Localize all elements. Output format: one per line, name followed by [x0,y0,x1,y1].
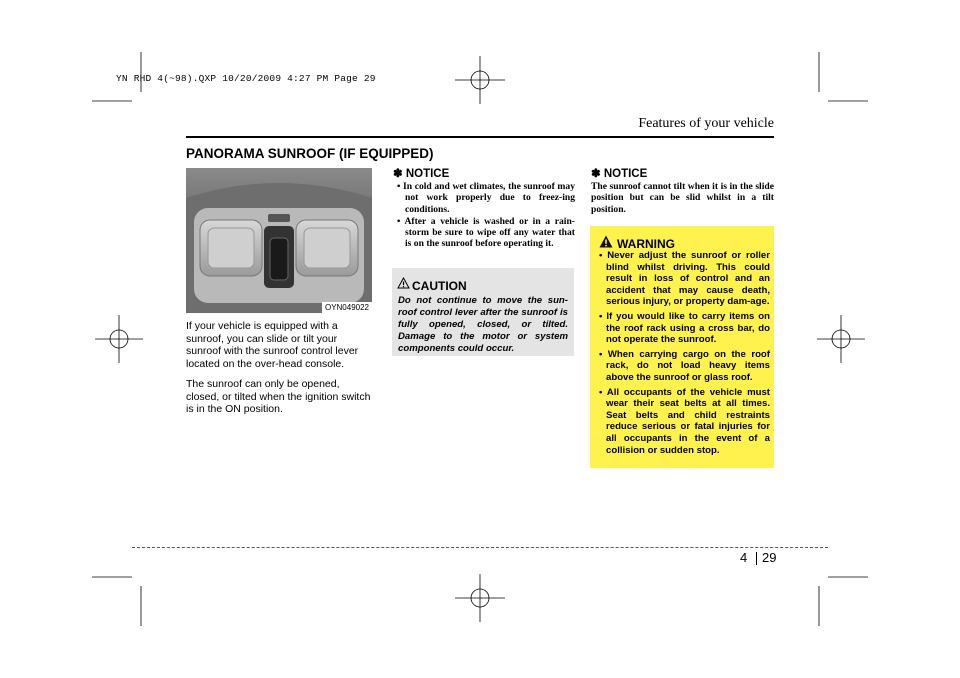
list-item: • In cold and wet climates, the sunroof may not work properly due to freez-ing conditions. [397,181,575,215]
notice-list [393,181,575,251]
warning-box [590,226,774,468]
caution-triangle-icon [397,277,410,289]
list-item: • After a vehicle is washed or in a rain-storm be sure to wipe off any water that is on the sunroof before operating it. [397,215,575,250]
intro-paragraph: If your vehicle is equipped with a sunroof, you can slide or tilt your sunroof with the sunroof control lever located on the over-head console. [186,320,359,370]
list-item: • When carrying cargo on the roof rack, do not load heavy items above the sunroof or glass roof. [599,348,770,383]
footer-rule [132,547,828,548]
overhead-console-photo [186,168,372,313]
notice-text: The sunroof cannot tilt when it is in the slide position but can be slid whilst in a tilt position. [591,181,774,215]
running-head: Features of your vehicle [638,116,774,131]
warning-heading: WARNING [617,237,675,251]
warning-triangle-icon [599,235,613,248]
caution-text: Do not continue to move the sun-roof control lever after the sunroof is fully opened, closed, or tilted. Damage to the motor or system components could occur. [398,295,568,354]
section-heading: PANORAMA SUNROOF (IF EQUIPPED) [186,146,434,161]
warning-list [596,250,770,459]
chapter-number: 4 [740,550,748,565]
ignition-paragraph: The sunroof can only be opened, closed, or tilted when the ignition switch is in the ON position. [186,378,371,416]
list-item: • If you would like to carry items on the roof rack using a cross bar, do not operate the sunroof. [599,310,770,346]
caution-box [392,268,574,356]
notice-heading: ✽ NOTICE [393,168,450,180]
photo-code: OYN049022 [322,302,372,313]
list-item: • Never adjust the sunroof or roller blind whilst driving. This could result in loss of control and an accident that may cause death, serious injury, or property dam-age. [599,250,770,308]
list-item: • All occupants of the vehicle must wear their seat belts at all times. Seat belts and child restraints reduce serious or fatal injuries for all occupants in the event of a collision or sudden stop. [599,386,770,456]
print-slug: YN RHD 4(~98).QXP 10/20/2009 4:27 PM Page 29 [116,73,376,84]
caution-heading: CAUTION [412,279,467,293]
section-rule [186,136,774,138]
page-number-divider [756,552,757,565]
page-number: 29 [762,550,777,565]
console-illustration [186,168,372,313]
notice-heading: ✽ NOTICE [591,168,648,180]
